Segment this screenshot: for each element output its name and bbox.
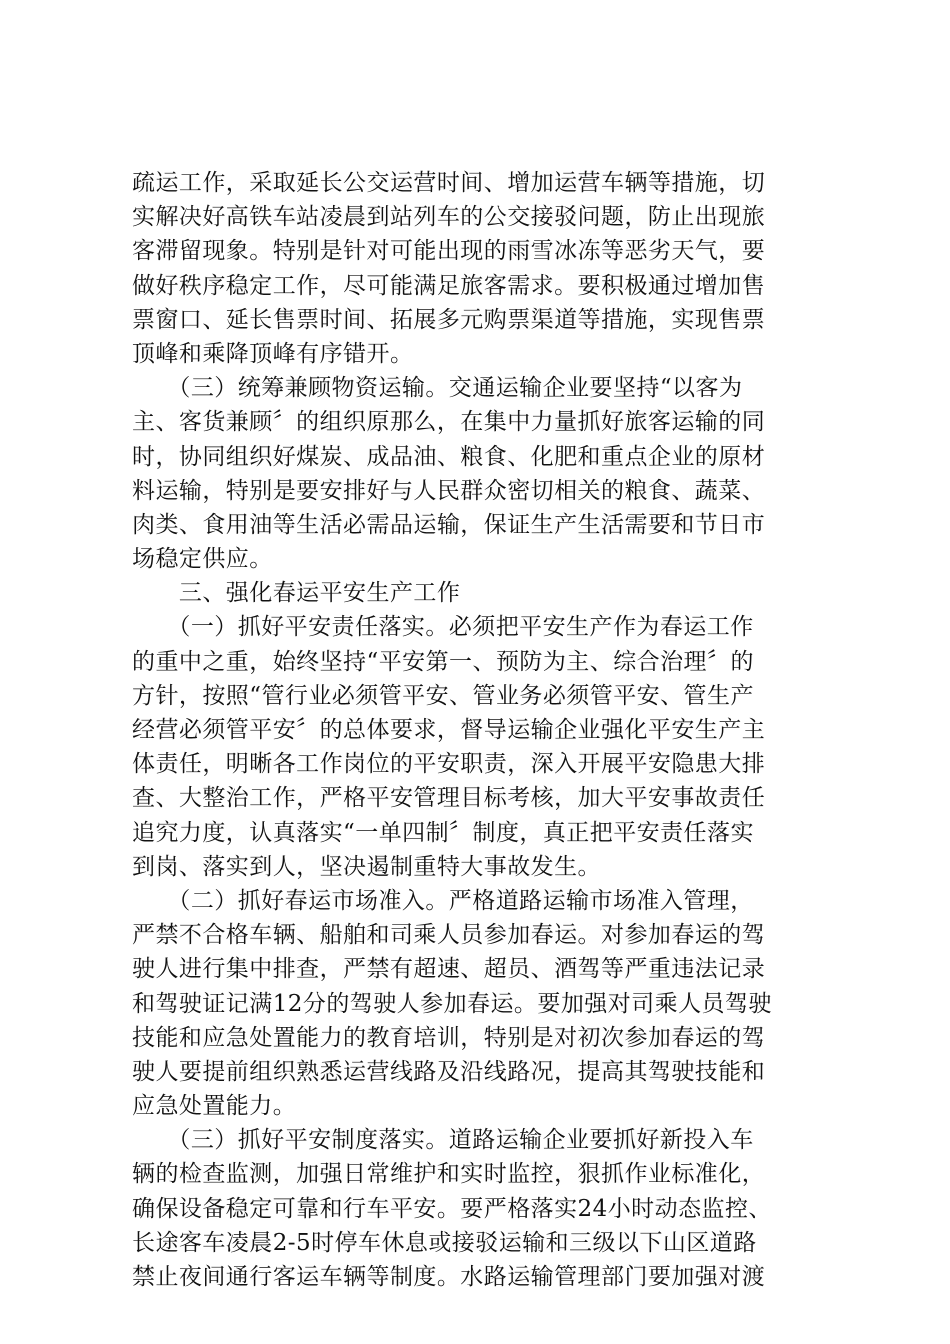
text-line: （三）统筹兼顾物资运输。交通运输企业要坚持“以客为 bbox=[132, 375, 743, 402]
text-line: 票窗口、延长售票时间、拓展多元购票渠道等措施，实现售票 bbox=[132, 306, 766, 333]
text-line: 确保设备稳定可靠和行车平安。要严格落实24小时动态监控、 bbox=[132, 1195, 772, 1222]
text-line: 场稳定供应。 bbox=[132, 546, 273, 573]
text-line: 肉类、食用油等生活必需品运输，保证生产生活需要和节日市 bbox=[132, 511, 766, 538]
text-line: 经营必须管平安〞的总体要求，督导运输企业强化平安生产主 bbox=[132, 717, 766, 743]
text-line: 体责任，明晰各工作岗位的平安职责，深入开展平安隐患大排 bbox=[132, 751, 766, 778]
text-line: 实解决好高铁车站凌晨到站列车的公交接驳问题，防止出现旅 bbox=[132, 204, 766, 231]
text-line: （三）抓好平安制度落实。道路运输企业要抓好新投入车 bbox=[132, 1127, 754, 1154]
text-line: （二）抓好春运市场准入。严格道路运输市场准入管理， bbox=[132, 887, 754, 914]
text-line: 料运输，特别是要安排好与人民群众密切相关的粮食、蔬菜、 bbox=[132, 477, 766, 504]
text-line: 时，协同组织好煤炭、成品油、粮食、化肥和重点企业的原材 bbox=[132, 443, 766, 470]
text-line: 顶峰和乘降顶峰有序错开。 bbox=[132, 340, 414, 367]
text-line: 应急处置能力。 bbox=[132, 1093, 297, 1120]
text-line: 主、客货兼顾〞的组织原那么，在集中力量抓好旅客运输的同 bbox=[132, 409, 766, 436]
text-line: 禁止夜间通行客运车辆等制度。水路运输管理部门要加强对渡 bbox=[132, 1264, 766, 1290]
text-line: 严禁不合格车辆、船舶和司乘人员参加春运。对参加春运的驾 bbox=[132, 922, 766, 949]
document-body bbox=[132, 166, 822, 1294]
text-line: （一）抓好平安责任落实。必须把平安生产作为春运工作 bbox=[132, 614, 754, 641]
text-line: 和驾驶证记满12分的驾驶人参加春运。要加强对司乘人员驾驶 bbox=[132, 990, 772, 1017]
text-line: 驶人进行集中排查，严禁有超速、超员、酒驾等严重违法记录 bbox=[132, 956, 766, 983]
text-line: 追究力度，认真落实“一单四制〞制度，真正把平安责任落实 bbox=[132, 819, 754, 846]
text-line: 辆的检查监测，加强日常维护和实时监控，狠抓作业标准化， bbox=[132, 1161, 766, 1188]
text-line: 疏运工作，采取延长公交运营时间、增加运营车辆等措施，切 bbox=[132, 170, 766, 196]
text-line: 到岗、落实到人，坚决遏制重特大事故发生。 bbox=[132, 853, 601, 880]
text-line: 查、大整治工作，严格平安管理目标考核，加大平安事故责任 bbox=[132, 785, 766, 812]
text-line: 客滞留现象。特别是针对可能出现的雨雪冰冻等恶劣天气，要 bbox=[132, 238, 766, 265]
text-line: 技能和应急处置能力的教育培训，特别是对初次参加春运的驾 bbox=[132, 1024, 766, 1051]
text-line: 做好秩序稳定工作，尽可能满足旅客需求。要积极通过增加售 bbox=[132, 272, 766, 299]
text-line: 的重中之重，始终坚持“平安第一、预防为主、综合治理〞的 bbox=[132, 648, 754, 675]
text-line: 方针，按照“管行业必须管平安、管业务必须管平安、管生产 bbox=[132, 682, 754, 709]
section-heading: 三、强化春运平安生产工作 bbox=[132, 580, 461, 607]
text-line: 驶人要提前组织熟悉运营线路及沿线路况，提高其驾驶技能和 bbox=[132, 1058, 766, 1085]
text-line: 长途客车凌晨2-5时停车休息或接驳运输和三级以下山区道路 bbox=[132, 1229, 757, 1256]
